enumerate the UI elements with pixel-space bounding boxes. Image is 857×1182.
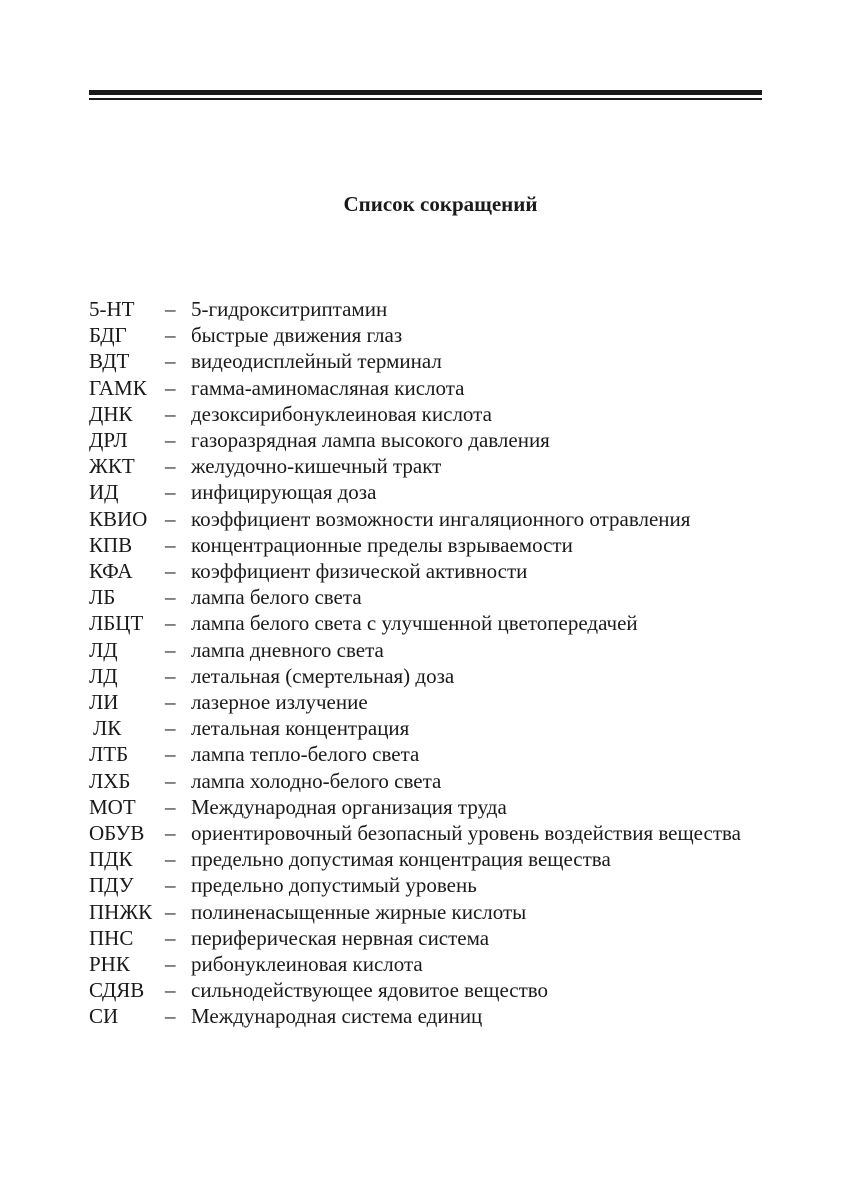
definition: лампа белого света с улучшенной цветопередачей <box>191 611 638 636</box>
abbreviation-row <box>89 899 789 925</box>
abbreviation: ЛБЦТ <box>89 611 144 636</box>
dash-separator: – <box>165 847 176 872</box>
abbreviation: БДГ <box>89 323 127 348</box>
definition: лампа белого света <box>191 585 362 610</box>
abbreviation: ЛТБ <box>89 742 129 767</box>
abbreviation: ЛД <box>89 637 118 662</box>
abbreviation: ДРЛ <box>89 428 128 453</box>
definition: гамма-аминомасляная кислота <box>191 375 465 400</box>
abbreviation: ПДК <box>89 847 133 872</box>
dash-separator: – <box>165 480 176 505</box>
dash-separator: – <box>165 794 176 819</box>
abbreviation-row <box>89 401 789 427</box>
definition: Международная система единиц <box>191 1004 483 1029</box>
abbreviation-row <box>89 872 789 898</box>
definition: рибонуклеиновая кислота <box>191 952 423 977</box>
abbreviation-row <box>89 977 789 1003</box>
abbreviation: РНК <box>89 952 130 977</box>
definition: быстрые движения глаз <box>191 323 403 348</box>
definition: предельно допустимая концентрация вещества <box>191 847 611 872</box>
dash-separator: – <box>165 742 176 767</box>
abbreviation-row <box>89 375 789 401</box>
abbreviation: ДНК <box>89 401 133 426</box>
abbreviation: ВДТ <box>89 349 130 374</box>
abbreviation-row <box>89 322 789 348</box>
definition: летальная концентрация <box>191 716 410 741</box>
abbreviation: ПНЖК <box>89 899 153 924</box>
abbreviation-row <box>89 610 789 636</box>
dash-separator: – <box>165 585 176 610</box>
abbreviation-row <box>89 427 789 453</box>
dash-separator: – <box>165 690 176 715</box>
abbreviation: ГАМК <box>89 375 147 400</box>
abbreviation-row <box>89 584 789 610</box>
dash-separator: – <box>165 323 176 348</box>
dash-separator: – <box>165 532 176 557</box>
abbreviation-row <box>89 1003 789 1029</box>
definition: сильнодействующее ядовитое вещество <box>191 978 549 1003</box>
abbreviation: КВИО <box>89 506 148 531</box>
abbreviation-row <box>89 846 789 872</box>
abbreviation-row <box>89 820 789 846</box>
definition: летальная (смертельная) доза <box>191 663 455 688</box>
definition: предельно допустимый уровень <box>191 873 477 898</box>
abbreviation-row <box>89 768 789 794</box>
abbreviation: ЛИ <box>89 690 119 715</box>
dash-separator: – <box>165 349 176 374</box>
dash-separator: – <box>165 637 176 662</box>
definition: полиненасыщенные жирные кислоты <box>191 899 527 924</box>
abbreviation: ЛХБ <box>89 768 131 793</box>
page-title: Список сокращений <box>343 192 538 216</box>
abbreviation: ЛБ <box>89 585 116 610</box>
header-rule-thin <box>89 98 762 100</box>
abbreviation-row <box>89 532 789 558</box>
definition: концентрационные пределы взрываемости <box>191 532 573 557</box>
header-rule-thick <box>89 90 762 95</box>
definition: инфицирующая доза <box>191 480 377 505</box>
abbreviation-row <box>89 794 789 820</box>
abbreviation-row <box>89 925 789 951</box>
abbreviation-row <box>89 558 789 584</box>
abbreviation-row <box>89 479 789 505</box>
abbreviation-row <box>89 637 789 663</box>
dash-separator: – <box>165 821 176 846</box>
abbreviation-row <box>89 689 789 715</box>
abbreviation-row <box>89 715 789 741</box>
definition: лазерное излучение <box>191 690 368 715</box>
abbreviation-row <box>89 951 789 977</box>
dash-separator: – <box>165 716 176 741</box>
abbreviation: ИД <box>89 480 119 505</box>
abbreviation: ОБУВ <box>89 821 145 846</box>
abbreviation: КПВ <box>89 532 133 557</box>
dash-separator: – <box>165 297 176 321</box>
dash-separator: – <box>165 873 176 898</box>
abbreviation-row <box>89 453 789 479</box>
abbreviation: МОТ <box>89 794 136 819</box>
dash-separator: – <box>165 506 176 531</box>
dash-separator: – <box>165 925 176 950</box>
dash-separator: – <box>165 899 176 924</box>
definition: Международная организация труда <box>191 794 507 819</box>
definition: коэффициент физической активности <box>191 559 528 584</box>
definition: коэффициент возможности ингаляционного отравления <box>191 506 691 531</box>
abbreviation: СДЯВ <box>89 978 145 1003</box>
dash-separator: – <box>165 611 176 636</box>
definition: желудочно-кишечный тракт <box>191 454 442 479</box>
definition: лампа дневного света <box>191 637 384 662</box>
definition: лампа тепло-белого света <box>191 742 420 767</box>
abbreviation: 5-НТ <box>89 297 135 321</box>
dash-separator: – <box>165 375 176 400</box>
dash-separator: – <box>165 559 176 584</box>
abbreviation: ЛД <box>89 663 118 688</box>
dash-separator: – <box>165 952 176 977</box>
abbreviation-list <box>89 296 789 1030</box>
abbreviation-row <box>89 506 789 532</box>
abbreviation-row <box>89 741 789 767</box>
definition: газоразрядная лампа высокого давления <box>191 428 550 453</box>
abbreviation-row <box>89 663 789 689</box>
dash-separator: – <box>165 401 176 426</box>
abbreviation: ЖКТ <box>89 454 135 479</box>
definition: видеодисплейный терминал <box>191 349 442 374</box>
definition: ориентировочный безопасный уровень воздействия вещества <box>191 821 741 846</box>
definition: периферическая нервная система <box>191 925 490 950</box>
abbreviation: ПНС <box>89 925 134 950</box>
dash-separator: – <box>165 428 176 453</box>
definition: 5-гидрокситриптамин <box>191 297 388 321</box>
dash-separator: – <box>165 978 176 1003</box>
abbreviation: ПДУ <box>89 873 134 898</box>
abbreviation: ЛК <box>93 716 122 741</box>
dash-separator: – <box>165 663 176 688</box>
dash-separator: – <box>165 454 176 479</box>
definition: лампа холодно-белого света <box>191 768 442 793</box>
dash-separator: – <box>165 1004 176 1029</box>
abbreviation-row <box>89 348 789 374</box>
abbreviation: СИ <box>89 1004 119 1029</box>
definition: дезоксирибонуклеиновая кислота <box>191 401 492 426</box>
abbreviation: КФА <box>89 559 133 584</box>
abbreviation-row <box>89 296 789 322</box>
dash-separator: – <box>165 768 176 793</box>
